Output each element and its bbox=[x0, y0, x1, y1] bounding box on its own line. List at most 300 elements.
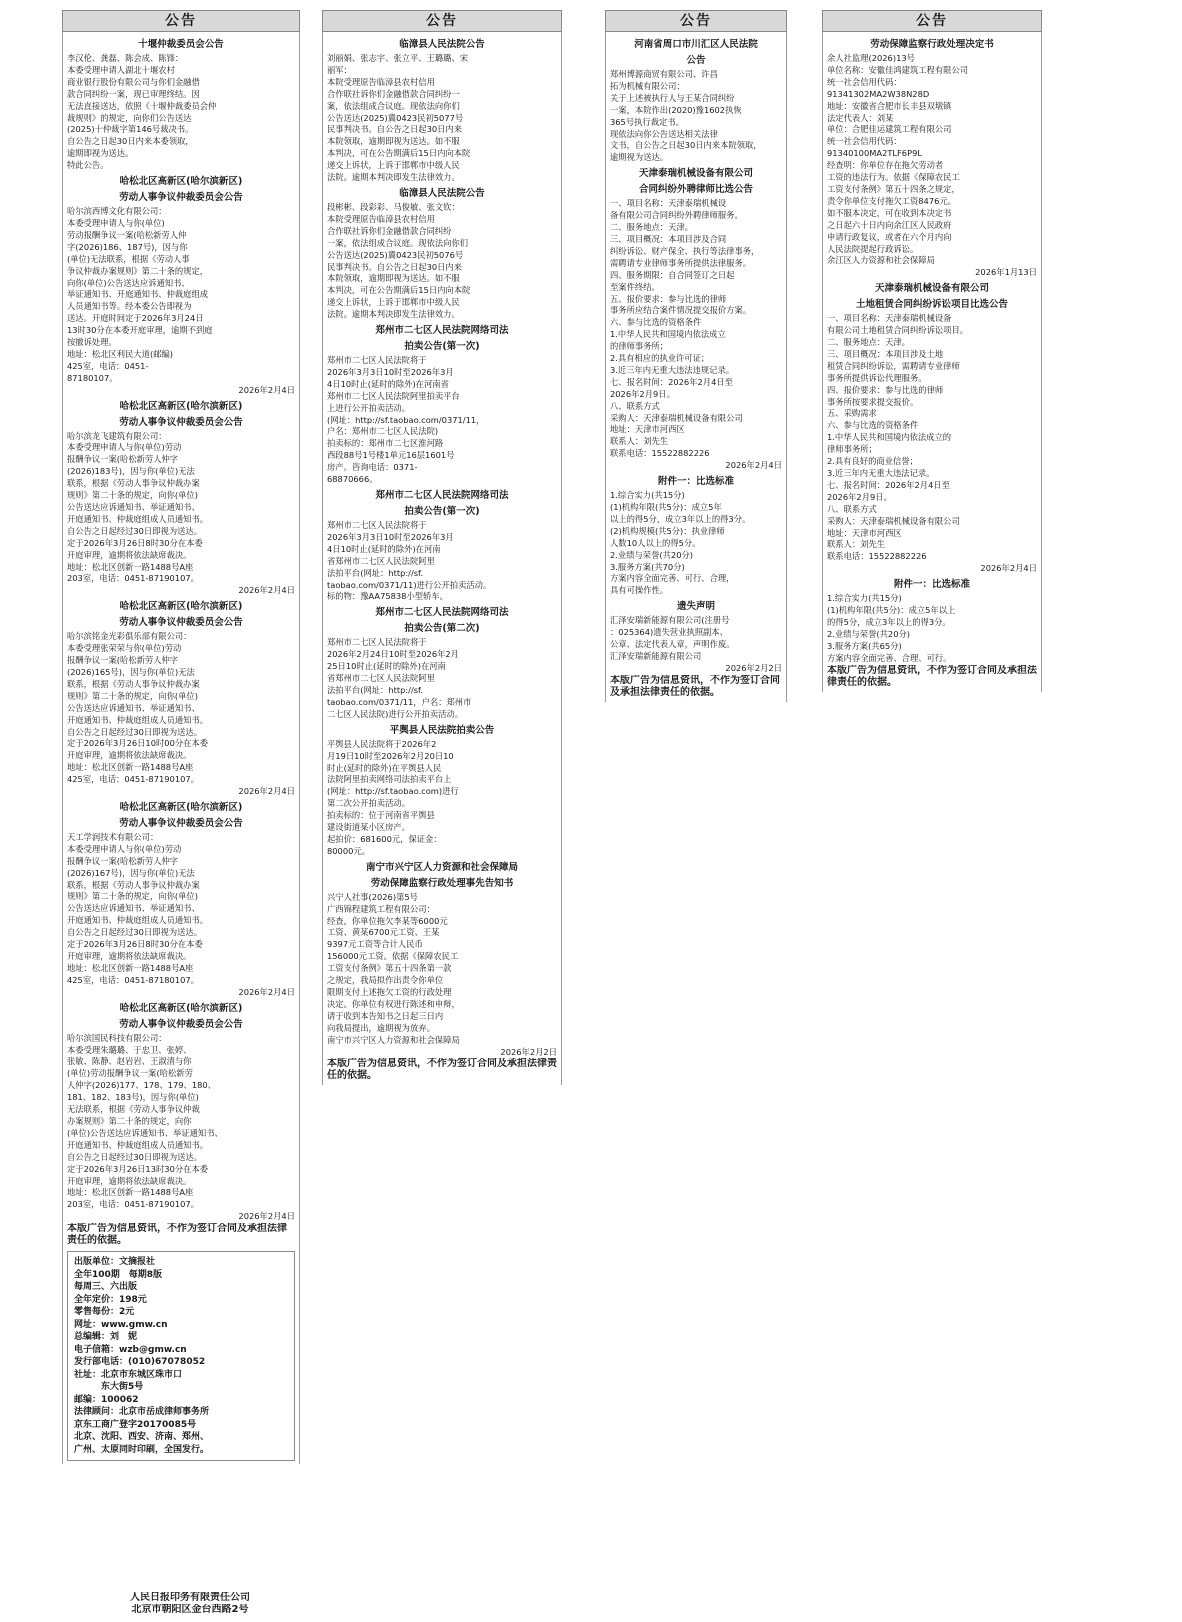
notice-text-line: 地址：松北区创新一路1488号A座 bbox=[67, 962, 194, 973]
notice-subtitle: 合同纠纷外聘律师比选公告 bbox=[638, 184, 753, 196]
notice-text-line: 哈尔滨龙飞建筑有限公司： bbox=[67, 430, 167, 441]
notice-title: 天津泰瑞机械设备有限公司 bbox=[874, 283, 989, 295]
notice-text-line: 字(2026)186、187号)，因与你 bbox=[67, 241, 188, 252]
notice-text-line: 二、服务地点：天津。 bbox=[827, 337, 910, 348]
notice-text-line: 以上的得5分，成立3年以上的得3分。 bbox=[610, 513, 751, 524]
notice-text-line: 至案件终结。 bbox=[610, 281, 660, 292]
notice-text-line: 自公告之日起经过30日即视为送达。 bbox=[67, 726, 203, 737]
notice-subtitle: 土地租赁合同纠纷诉讼项目比选公告 bbox=[855, 299, 1008, 311]
notice-text-line: 申请行政复议，或者在六个月内向 bbox=[827, 231, 952, 242]
notice-text-line: 本判决，可在公告期满后15日内向本院 bbox=[327, 285, 471, 296]
notice-text-line: 报酬争议一案(哈松新劳人仲字 bbox=[67, 454, 179, 465]
notice-date: 2026年2月4日 bbox=[238, 585, 295, 596]
notice-text-line: 无法直接送达，依照《十堰仲裁委员会仲 bbox=[67, 100, 217, 111]
notice-text-line: 经查明：你单位存在拖欠劳动者 bbox=[827, 160, 944, 171]
notice-subtitle: 拍卖公告(第一次) bbox=[404, 506, 480, 517]
notice-text-line: (2026)167号)，因与你(单位)无法 bbox=[67, 867, 195, 878]
notice-text-line: 地址：天津市河西区 bbox=[827, 527, 902, 538]
notice-text-line: 91341302MA2W38N28D bbox=[827, 88, 930, 99]
notice-text-line: 人员通知书等。经本委公告即视为 bbox=[67, 301, 192, 312]
notice-text-line: 五、采购需求 bbox=[827, 408, 877, 419]
notice-text-line: ：025364)遗失营业执照副本、 bbox=[610, 627, 728, 638]
notice-text-line: 起拍价：681600元，保证金： bbox=[327, 833, 442, 844]
disclaimer-text: 本版广告为信息资讯，不作为签订合同及承担法律责任的依据。 bbox=[827, 664, 1037, 688]
notice-text-line: 开庭通知书、仲裁庭组成人员通知书。 bbox=[67, 714, 209, 725]
column-body bbox=[62, 32, 300, 1464]
notice-block bbox=[327, 325, 557, 486]
notice-text-line: 特此公告。 bbox=[67, 160, 109, 171]
notice-text-line: 定于2026年3月26日10时00分在本委 bbox=[67, 738, 209, 749]
notice-text-line: 开庭审理，逾期将依法缺席裁决。 bbox=[67, 1175, 192, 1186]
notice-text-line: 地址：松北区创新一路1488号A座 bbox=[67, 1187, 194, 1198]
notice-text-line: 4日10时止(延时的除外)在河南 bbox=[327, 543, 441, 554]
notice-block bbox=[327, 490, 557, 603]
notice-text-line: 四、报价要求：参与比选的律师 bbox=[827, 384, 944, 395]
notice-text-line: 2.业绩与荣誉(共20分) bbox=[827, 628, 911, 639]
notice-text-line: (2025)十仲裁字第146号裁决书。 bbox=[67, 124, 194, 135]
notice-text-line: 天工学润技术有限公司： bbox=[67, 831, 159, 842]
notice-text-line: 人民法院提起行政诉讼。 bbox=[827, 243, 919, 254]
notice-text-line: 四、服务期限：自合同签订之日起 bbox=[610, 269, 735, 280]
disclaimer-text: 本版广告为信息资讯，不作为签订合同及承担法律责任的依据。 bbox=[327, 1058, 557, 1082]
notice-date: 2026年2月4日 bbox=[238, 384, 295, 395]
notice-text-line: 开庭通知书、仲裁庭组成人员通知书。 bbox=[67, 1139, 209, 1150]
notice-date: 2026年2月2日 bbox=[725, 662, 782, 673]
notice-text-line: 责令你单位支付拖欠工资8476元。 bbox=[827, 195, 956, 206]
notice-text-line: 公告送达应诉通知书、举证通知书、 bbox=[67, 702, 200, 713]
notice-text-line: 365号执行裁定书。 bbox=[610, 116, 684, 127]
notice-text-line: (2026)183号)，因与你(单位)无法 bbox=[67, 466, 195, 477]
notice-text-line: 联系，根据《劳动人事争议仲裁办案 bbox=[67, 879, 200, 890]
notice-subtitle: 拍卖公告(第一次) bbox=[404, 341, 480, 353]
notice-block bbox=[67, 401, 295, 598]
notice-block bbox=[327, 188, 557, 321]
imprint-line: 社址：北京市东城区珠市口 bbox=[74, 1369, 183, 1380]
notice-text-line: 六、参与比选的资格条件 bbox=[827, 420, 919, 431]
notice-text-line: 统一社会信用代码： bbox=[827, 136, 902, 147]
notice-text-line: (网址：http://sf.taobao.com)进行 bbox=[327, 786, 459, 797]
notice-text-line: 本判决，可在公告期满后15日内向本院 bbox=[327, 148, 471, 159]
notice-text-line: 开庭审理，逾期将依法缺席裁决。 bbox=[67, 951, 192, 961]
notice-text-line: 本委受理申请人与你(单位)劳动 bbox=[67, 843, 182, 854]
imprint-line: 出版单位：文摘报社 bbox=[74, 1257, 156, 1268]
notice-text-line: 决定。你单位有权进行陈述和申辩， bbox=[327, 998, 460, 1009]
notice-title: 平舆县人民法院拍卖公告 bbox=[389, 724, 495, 736]
notice-text-line: 之规定，我局拟作出责令你单位 bbox=[327, 975, 444, 986]
notice-text-line: 425室，电话：0451- bbox=[67, 360, 149, 371]
notice-text-line: 4日10时止(延时的除外)在河南省 bbox=[327, 378, 449, 389]
notice-text-line: 法拍平台(网址：http://sf. bbox=[327, 567, 424, 578]
notice-text-line: 1.综合实力(共15分) bbox=[827, 593, 902, 604]
notice-text-line: 郑州博源商贸有限公司、许昌 bbox=[610, 69, 718, 79]
notice-text-line: 工资支付条例》第五十四条之规定， bbox=[827, 183, 960, 194]
notice-text-line: 本委受理申请人与你(单位)劳动 bbox=[67, 442, 182, 453]
notice-text-line: 公告送达(2025)冀0423民初5077号 bbox=[327, 112, 464, 123]
notice-text-line: 定于2026年3月26日8时30分在本委 bbox=[67, 939, 203, 950]
imprint-line: 法律顾问：北京市岳成律师事务所 bbox=[74, 1407, 210, 1418]
notice-text-line: 刘丽娟、张志宇、张立平、王璐璐、宋 bbox=[327, 53, 469, 63]
notice-title: 南宁市兴宁区人力资源和社会保障局 bbox=[365, 861, 518, 873]
notice-column-2 bbox=[322, 10, 562, 1610]
notice-block bbox=[327, 862, 557, 1059]
notice-column-4 bbox=[822, 10, 1042, 1610]
notice-text-line: 汇泽安瑞新能源有限公司 bbox=[610, 650, 702, 661]
imprint-line: 全年100期 每期8版 bbox=[74, 1269, 163, 1280]
notice-title: 附件一：比选标准 bbox=[657, 476, 734, 488]
notice-text-line: 合作联社诉你们金融借款合同纠纷一 bbox=[327, 88, 460, 99]
notice-text-line: 规则》第二十条的规定，向你(单位) bbox=[67, 891, 198, 902]
column-body bbox=[822, 32, 1042, 692]
notice-text-line: 203室，电话：0451-87190107。 bbox=[67, 573, 199, 584]
notice-text-line: 郑州市二七区人民法院将于 bbox=[327, 355, 427, 366]
notice-text-line: 自公告之日起经过30日即视为送达。 bbox=[67, 927, 203, 938]
notice-text-line: 五、报价要求：参与比选的律师 bbox=[610, 293, 727, 304]
notice-text-line: 省郑州市二七区人民法院阿里 bbox=[327, 673, 435, 684]
notice-text-line: 南宁市兴宁区人力资源和社会保障局 bbox=[327, 1034, 460, 1045]
notice-text-line: 拓为机械有限公司： bbox=[610, 80, 685, 91]
notice-block bbox=[610, 39, 782, 164]
notice-text-line: 张敏、陈静、赵岩岩、王淑清与你 bbox=[67, 1056, 192, 1067]
notice-text-line: 自公告之日起30日内来本委领取， bbox=[67, 136, 194, 147]
notice-text-line: 款合同纠纷一案，现已审理终结。因 bbox=[67, 88, 200, 99]
disclaimer-text: 本版广告为信息资讯，不作为签订合同及承担法律责任的依据。 bbox=[610, 674, 780, 698]
notice-text-line: 68870666。 bbox=[327, 474, 378, 485]
notice-text-line: 2026年2月24日10时至2026年2月 bbox=[327, 649, 459, 660]
notice-text-line: 事务所应结合案件情况提交报价方案。 bbox=[610, 305, 752, 316]
notice-subtitle: 拍卖公告(第二次) bbox=[404, 623, 480, 635]
notice-text-line: 一案，依法组成合议庭。现依法向你们 bbox=[327, 237, 469, 248]
notice-text-line: (2026)165号)，因与你(单位)无法 bbox=[67, 666, 195, 677]
notice-text-line: 房产。咨询电话：0371- bbox=[327, 462, 418, 473]
notice-text-line: 文书，自公告之日起30日内来本院领取， bbox=[610, 140, 762, 151]
notice-text-line: 地址：天津市河西区 bbox=[610, 424, 685, 435]
notice-text-line: 本院领取，逾期即视为送达。如不服 bbox=[327, 273, 460, 284]
notice-text-line: taobao.com/0371/11，户名：郑州市 bbox=[327, 696, 472, 707]
notice-text-line: 案，依法组成合议庭。现依法向你们 bbox=[327, 100, 460, 111]
notice-text-line: 律师事务所； bbox=[827, 444, 877, 455]
notice-text-line: 2.具有良好的商业信誉； bbox=[827, 456, 918, 467]
notice-text-line: 广西锦程建筑工程有限公司： bbox=[327, 903, 435, 914]
notice-text-line: 三、项目概况：本项目涉及合同 bbox=[610, 233, 727, 244]
notice-text-line: 公告送达应诉通知书、举证通知书、 bbox=[67, 502, 200, 512]
notice-text-line: 425室，电话：0451-87180107。 bbox=[67, 974, 199, 985]
notice-subtitle: 劳动人事争议仲裁委员会公告 bbox=[119, 817, 243, 829]
notice-title: 劳动保障监察行政处理决定书 bbox=[870, 39, 994, 50]
column-header: 公告 bbox=[62, 10, 300, 32]
notice-text-line: 9397元工资等合计人民币 bbox=[327, 939, 423, 950]
notice-text-line: 省郑州市二七区人民法院阿里 bbox=[327, 555, 435, 566]
notice-text-line: 第二次公开拍卖活动。 bbox=[327, 798, 410, 809]
notice-title: 天津泰瑞机械设备有限公司 bbox=[638, 168, 753, 180]
notice-text-line: 定于2026年3月26日8时30分在本委 bbox=[67, 537, 203, 548]
notice-title: 哈松北区高新区(哈尔滨新区) bbox=[119, 176, 243, 188]
notice-date: 2026年2月4日 bbox=[725, 460, 782, 471]
notice-text-line: 91340100MA2TLF6P9L bbox=[827, 148, 922, 159]
notice-text-line: 八、联系方式 bbox=[610, 400, 660, 411]
notice-text-line: 203室，电话：0451-87190107。 bbox=[67, 1199, 199, 1210]
notice-text-line: 余人社监理(2026)13号 bbox=[827, 53, 915, 63]
notice-text-line: 月19日10时至2026年2月20日10 bbox=[327, 750, 454, 761]
notice-text-line: 开庭通知书、仲裁庭组成人员通知书。 bbox=[67, 915, 209, 926]
notice-text-line: 郑州市二七区人民法院阿里拍卖平台 bbox=[327, 390, 460, 401]
notice-text-line: 郑州市二七区人民法院将于 bbox=[327, 520, 427, 530]
notice-subtitle: 劳动保障监察行政处理事先告知书 bbox=[370, 877, 514, 889]
notice-text-line: 本委受理申请人与你(单位) bbox=[67, 217, 165, 228]
notice-text-line: 本院受理原告临漳县农村信用 bbox=[327, 213, 435, 224]
notice-text-line: 哈尔滨国民科技有限公司： bbox=[67, 1032, 167, 1043]
publisher-line: 人民日报印务有限责任公司 bbox=[130, 1592, 250, 1603]
notice-text-line: 一、项目名称：天津泰瑞机械设 bbox=[610, 198, 727, 209]
notice-block bbox=[67, 1003, 295, 1224]
notice-text-line: 方案内容全面完善、合理、可行。 bbox=[827, 652, 952, 663]
notice-text-line: 单位名称：安徽佳鸿建筑工程有限公司 bbox=[827, 64, 969, 75]
notice-text-line: 汇泽安瑞新能源有限公司(注册号 bbox=[610, 615, 730, 626]
notice-text-line: 13时30分在本委开庭审理，逾期不到庭 bbox=[67, 325, 213, 336]
notice-text-line: 具有可操作性。 bbox=[610, 585, 669, 596]
notice-block bbox=[67, 176, 295, 397]
notice-text-line: 1.综合实力(共15分) bbox=[610, 490, 685, 501]
notice-text-line: 劳动报酬争议一案(哈松新劳人仲 bbox=[67, 229, 187, 240]
notice-text-line: 统一社会信用代码： bbox=[827, 76, 902, 87]
notice-text-line: 事务所按要求提交报价。 bbox=[827, 396, 919, 407]
notice-text-line: 工资、黄某6700元工资、王某 bbox=[327, 927, 440, 938]
imprint-line: 北京、沈阳、西安、济南、郑州、 bbox=[74, 1432, 210, 1443]
notice-date: 2026年2月4日 bbox=[238, 786, 295, 797]
column-header: 公告 bbox=[605, 10, 787, 32]
notice-text-line: 本委受理朱璐璐、于忠卫、张婷、 bbox=[67, 1044, 192, 1055]
notice-text-line: 哈尔滨铭金光彩俱乐部有限公司： bbox=[67, 631, 192, 642]
notice-text-line: 的律师事务所； bbox=[610, 341, 669, 352]
notice-text-line: 1.中华人民共和国境内依法成立 bbox=[610, 329, 726, 340]
notice-title: 郑州市二七区人民法院网络司法 bbox=[375, 490, 509, 501]
notice-text-line: 争议仲裁办案规则》第二十条的规定， bbox=[67, 265, 209, 276]
notice-title: 哈松北区高新区(哈尔滨新区) bbox=[119, 601, 243, 613]
notice-text-line: 开庭通知书、仲裁庭组成人员通知书。 bbox=[67, 513, 209, 524]
notice-title: 临漳县人民法院公告 bbox=[399, 187, 485, 199]
notice-text-line: 备有限公司合同纠纷外聘律师服务。 bbox=[610, 210, 743, 221]
notice-text-line: 的得5分，成立3年以上的得3分。 bbox=[827, 616, 951, 627]
notice-text-line: 逾期即视为送达。 bbox=[67, 148, 134, 159]
publisher-address: 北京市朝阳区金台西路2号 bbox=[131, 1604, 249, 1615]
notice-text-line: taobao.com/0371/11)进行公开拍卖活动。 bbox=[327, 579, 492, 590]
notice-date: 2026年2月4日 bbox=[238, 986, 295, 997]
notice-text-line: 3.近三年内无重大违法记录。 bbox=[827, 468, 935, 478]
notice-text-line: 联系，根据《劳动人事争议仲裁办案 bbox=[67, 478, 200, 489]
imprint-line: 总编辑：刘 妮 bbox=[74, 1332, 138, 1343]
imprint-line: 广州、太原同时印刷，全国发行。 bbox=[74, 1444, 210, 1455]
notice-text-line: 2026年2月9日。 bbox=[827, 491, 892, 502]
notice-text-line: (1)机构年限(共5分)：成立5年以上 bbox=[827, 605, 956, 616]
notice-text-line: 兴宁人社事(2026)第5号 bbox=[327, 891, 418, 902]
notice-column-3 bbox=[605, 10, 787, 1610]
notice-text-line: 经查，你单位拖欠李某等6000元 bbox=[327, 915, 448, 926]
notice-text-line: 地址：安徽省合肥市长丰县双墩镇 bbox=[827, 100, 952, 111]
notice-text-line: 开庭审理，逾期将依法缺席裁决。 bbox=[67, 750, 192, 761]
notice-subtitle: 劳动人事争议仲裁委员会公告 bbox=[119, 416, 243, 428]
imprint-line: 邮编：100062 bbox=[74, 1394, 139, 1405]
notice-text-line: 举证通知书、开庭通知书、仲裁庭组成 bbox=[67, 289, 209, 300]
notice-text-line: 事务所提供诉讼代理服务。 bbox=[827, 372, 927, 383]
notice-text-line: 2026年3月3日10时至2026年3月 bbox=[327, 366, 454, 377]
notice-text-line: 拍卖标的：位于河南省平舆县 bbox=[327, 810, 435, 821]
imprint-line: 每周三、六出版 bbox=[74, 1282, 138, 1293]
notice-text-line: 公章、法定代表人章，声明作废。 bbox=[610, 639, 735, 650]
notice-text-line: (2)机构规模(共5分)：执业律师 bbox=[610, 525, 725, 536]
notice-text-line: 七、报名时间：2026年2月4日至 bbox=[827, 479, 950, 490]
imprint-line: 电子信箱：wzb@gmw.cn bbox=[74, 1344, 187, 1355]
notice-text-line: 法院。逾期本判决即发生法律效力。 bbox=[327, 172, 460, 183]
notice-block bbox=[610, 476, 782, 597]
notice-text-line: 自公告之日起经过30日即视为送达。 bbox=[67, 525, 203, 536]
notice-text-line: 法拍平台(网址：http://sf. bbox=[327, 684, 424, 695]
notice-text-line: 联系电话：15522882226 bbox=[827, 551, 927, 562]
imprint-line: 京东工商广登字20170085号 bbox=[74, 1419, 197, 1430]
imprint-line: 网址：www.gmw.cn bbox=[74, 1319, 168, 1330]
notice-text-line: 报酬争议一案(哈松新劳人仲字 bbox=[67, 855, 179, 866]
imprint-line: 东大街5号 bbox=[74, 1382, 144, 1393]
notice-block bbox=[67, 601, 295, 798]
notice-text-line: 法院阿里拍卖网络司法拍卖平台上 bbox=[327, 774, 452, 785]
masthead-imprint bbox=[67, 1251, 295, 1461]
notice-block bbox=[67, 802, 295, 999]
notice-text-line: 规则》第二十条的规定，向你(单位) bbox=[67, 490, 198, 501]
notice-date: 2026年2月4日 bbox=[238, 1211, 295, 1222]
notice-title: 临漳县人民法院公告 bbox=[399, 39, 485, 50]
notice-text-line: 工资支付条例》第五十四条第一款 bbox=[327, 963, 452, 974]
notice-text-line: 丽军： bbox=[327, 64, 352, 75]
notice-date: 2026年1月13日 bbox=[975, 267, 1037, 278]
notice-text-line: 87180107。 bbox=[67, 372, 118, 383]
notice-text-line: 公告送达(2025)冀0423民初5076号 bbox=[327, 249, 464, 260]
notice-title: 河南省周口市川汇区人民法院 bbox=[634, 39, 758, 50]
notice-block bbox=[610, 168, 782, 472]
notice-text-line: 工资的违法行为。依据《保障农民工 bbox=[827, 172, 960, 183]
notice-text-line: 联系人：刘先生 bbox=[610, 436, 669, 447]
notice-title: 哈松北区高新区(哈尔滨新区) bbox=[119, 1002, 243, 1014]
notice-text-line: 二、服务地点：天津。 bbox=[610, 222, 693, 233]
notice-text-line: 开庭审理，逾期将依法缺席裁决。 bbox=[67, 549, 192, 560]
notice-text-line: 人仲字(2026)177、178、179、180、 bbox=[67, 1080, 217, 1091]
notice-title: 遗失声明 bbox=[676, 601, 715, 613]
notice-text-line: 现依法向你公告送达相关法律 bbox=[610, 128, 718, 139]
notice-text-line: 合作联社诉你们金融借款合同纠纷 bbox=[327, 225, 452, 236]
notice-text-line: 民事判决书。自公告之日起30日内来 bbox=[327, 124, 463, 135]
notice-text-line: 按撤诉处理。 bbox=[67, 337, 117, 348]
notice-title: 哈松北区高新区(哈尔滨新区) bbox=[119, 400, 243, 412]
notice-text-line: 2026年3月3日10时至2026年3月 bbox=[327, 531, 454, 542]
notice-text-line: 人数10人以上的得5分。 bbox=[610, 537, 701, 548]
notice-title: 郑州市二七区人民法院网络司法 bbox=[375, 607, 509, 619]
notice-text-line: 李汉伦、龚磊、陈会成、陈锋： bbox=[67, 53, 184, 63]
notice-text-line: 25日10时止(延时的除外)在河南 bbox=[327, 661, 446, 672]
notice-text-line: 向我局提出，逾期视为放弃。 bbox=[327, 1022, 435, 1033]
notice-text-line: 地址：松北区创新一路1488号A座 bbox=[67, 762, 194, 773]
notice-block bbox=[327, 39, 557, 184]
notice-text-line: 3.近三年内无重大违法违规记录。 bbox=[610, 364, 735, 375]
notice-text-line: 采购人：天津泰瑞机械设备有限公司 bbox=[827, 515, 960, 526]
notice-block bbox=[327, 607, 557, 720]
notice-text-line: 规则》第二十条的规定，向你(单位) bbox=[67, 690, 198, 701]
notice-text-line: 商业银行股份有限公司与你们金融借 bbox=[67, 76, 200, 87]
notice-text-line: 三、项目概况：本项目涉及土地 bbox=[827, 348, 944, 359]
notice-text-line: 递交上诉状，上诉于邯郸市中级人民 bbox=[327, 160, 460, 171]
notice-column-1 bbox=[62, 10, 300, 1582]
notice-text-line: 逾期视为送达。 bbox=[610, 152, 669, 163]
notice-text-line: 地址：松北区利民大道(邮编) bbox=[67, 348, 174, 359]
notice-date: 2026年2月2日 bbox=[500, 1046, 557, 1057]
notice-text-line: 定于2026年3月26日13时30分在本委 bbox=[67, 1163, 209, 1174]
notice-text-line: 哈尔滨西博文化有限公司： bbox=[67, 206, 167, 217]
column-header: 公告 bbox=[322, 10, 562, 32]
notice-block bbox=[827, 39, 1037, 279]
notice-subtitle: 劳动人事争议仲裁委员会公告 bbox=[119, 192, 243, 204]
notice-date: 2026年2月4日 bbox=[980, 563, 1037, 574]
notice-title: 十堰仲裁委员会公告 bbox=[138, 39, 224, 50]
notice-text-line: 2.业绩与荣誉(共20分) bbox=[610, 549, 694, 560]
notice-text-line: 无法联系，根据《劳动人事争议仲裁 bbox=[67, 1104, 200, 1115]
notice-subtitle: 劳动人事争议仲裁委员会公告 bbox=[119, 617, 243, 629]
notice-text-line: 3.服务方案(共70分) bbox=[610, 561, 685, 572]
notice-text-line: 二七区人民法院)进行公开拍卖活动。 bbox=[327, 708, 463, 719]
notice-text-line: (1)机构年限(共5分)：成立5年 bbox=[610, 502, 722, 512]
notice-text-line: 请于收到本告知书之日起三日内 bbox=[327, 1010, 444, 1021]
notice-text-line: (单位)劳动报酬争议一案(哈松新劳 bbox=[67, 1068, 193, 1079]
notice-text-line: 西段88号1号楼1单元16层1601号 bbox=[327, 450, 455, 461]
notice-text-line: 地址：松北区创新一路1488号A座 bbox=[67, 561, 194, 572]
notice-text-line: 段彬彬、段彩彩、马俊敏、张文钦： bbox=[327, 201, 460, 212]
notice-text-line: 方案内容全面完善、可行、合理， bbox=[610, 573, 735, 584]
notice-subtitle: 公告 bbox=[686, 55, 706, 66]
notice-text-line: 2026年2月9日。 bbox=[610, 388, 675, 399]
notice-text-line: 关于上述被执行人与王某合同纠纷 bbox=[610, 92, 735, 103]
notice-text-line: 平舆县人民法院将于2026年2 bbox=[327, 738, 437, 749]
notice-text-line: 联系，根据《劳动人事争议仲裁办案 bbox=[67, 678, 200, 689]
notice-text-line: 有限公司土地租赁合同纠纷诉讼项目。 bbox=[827, 325, 969, 336]
column-body bbox=[605, 32, 787, 702]
notice-text-line: 郑州市二七区人民法院将于 bbox=[327, 637, 427, 648]
notice-text-line: 上进行公开拍卖活动。 bbox=[327, 402, 410, 413]
notice-title: 附件一：比选标准 bbox=[893, 579, 970, 591]
notice-text-line: (网址：http://sf.taobao.com/0371/11， bbox=[327, 414, 485, 425]
notice-text-line: 六、参与比选的资格条件 bbox=[610, 317, 702, 328]
imprint-line: 发行部电话：(010)67078052 bbox=[74, 1357, 206, 1368]
publisher-footer bbox=[80, 1592, 300, 1616]
notice-block bbox=[827, 579, 1037, 664]
notice-text-line: 建设街道某小区房产。 bbox=[327, 822, 410, 833]
notice-text-line: 租赁合同纠纷诉讼，需聘请专业律师 bbox=[827, 360, 960, 371]
notice-text-line: 之日起六十日内向余江区人民政府 bbox=[827, 219, 952, 230]
notice-text-line: 本委受理申请人湖北十堰农村 bbox=[67, 64, 175, 75]
notice-text-line: 2.具有相应的执业许可证； bbox=[610, 353, 710, 364]
notice-text-line: 1.中华人民共和国境内依法成立的 bbox=[827, 432, 952, 443]
notice-text-line: 八、联系方式 bbox=[827, 503, 877, 514]
notice-text-line: 需聘请专业律师事务所提供法律服务。 bbox=[610, 257, 752, 268]
notice-text-line: 单位：合肥佳运建筑工程有限公司 bbox=[827, 124, 952, 135]
notice-text-line: 156000元工资。依据《保障农民工 bbox=[327, 951, 459, 962]
notice-text-line: 一案，本院作出(2020)豫1602执恢 bbox=[610, 104, 742, 115]
notice-text-line: 报酬争议一案(哈松新劳人仲字 bbox=[67, 655, 179, 666]
notice-text-line: 本委受理张荣荣与你(单位)劳动 bbox=[67, 643, 182, 654]
imprint-line: 零售每份：2元 bbox=[74, 1307, 135, 1318]
notice-text-line: 自公告之日起经过30日即视为送达。 bbox=[67, 1151, 203, 1162]
notice-subtitle: 劳动人事争议仲裁委员会公告 bbox=[119, 1018, 243, 1030]
notice-text-line: 民事判决书。自公告之日起30日内来 bbox=[327, 261, 463, 272]
notice-block bbox=[327, 725, 557, 858]
notice-text-line: 纠纷诉讼、财产保全、执行等法律事务， bbox=[610, 245, 760, 256]
notice-text-line: 3.服务方案(共65分) bbox=[827, 640, 902, 651]
notice-text-line: 公告送达应诉通知书、举证通知书、 bbox=[67, 903, 200, 914]
notice-text-line: 递交上诉状，上诉于邯郸市中级人民 bbox=[327, 297, 460, 308]
